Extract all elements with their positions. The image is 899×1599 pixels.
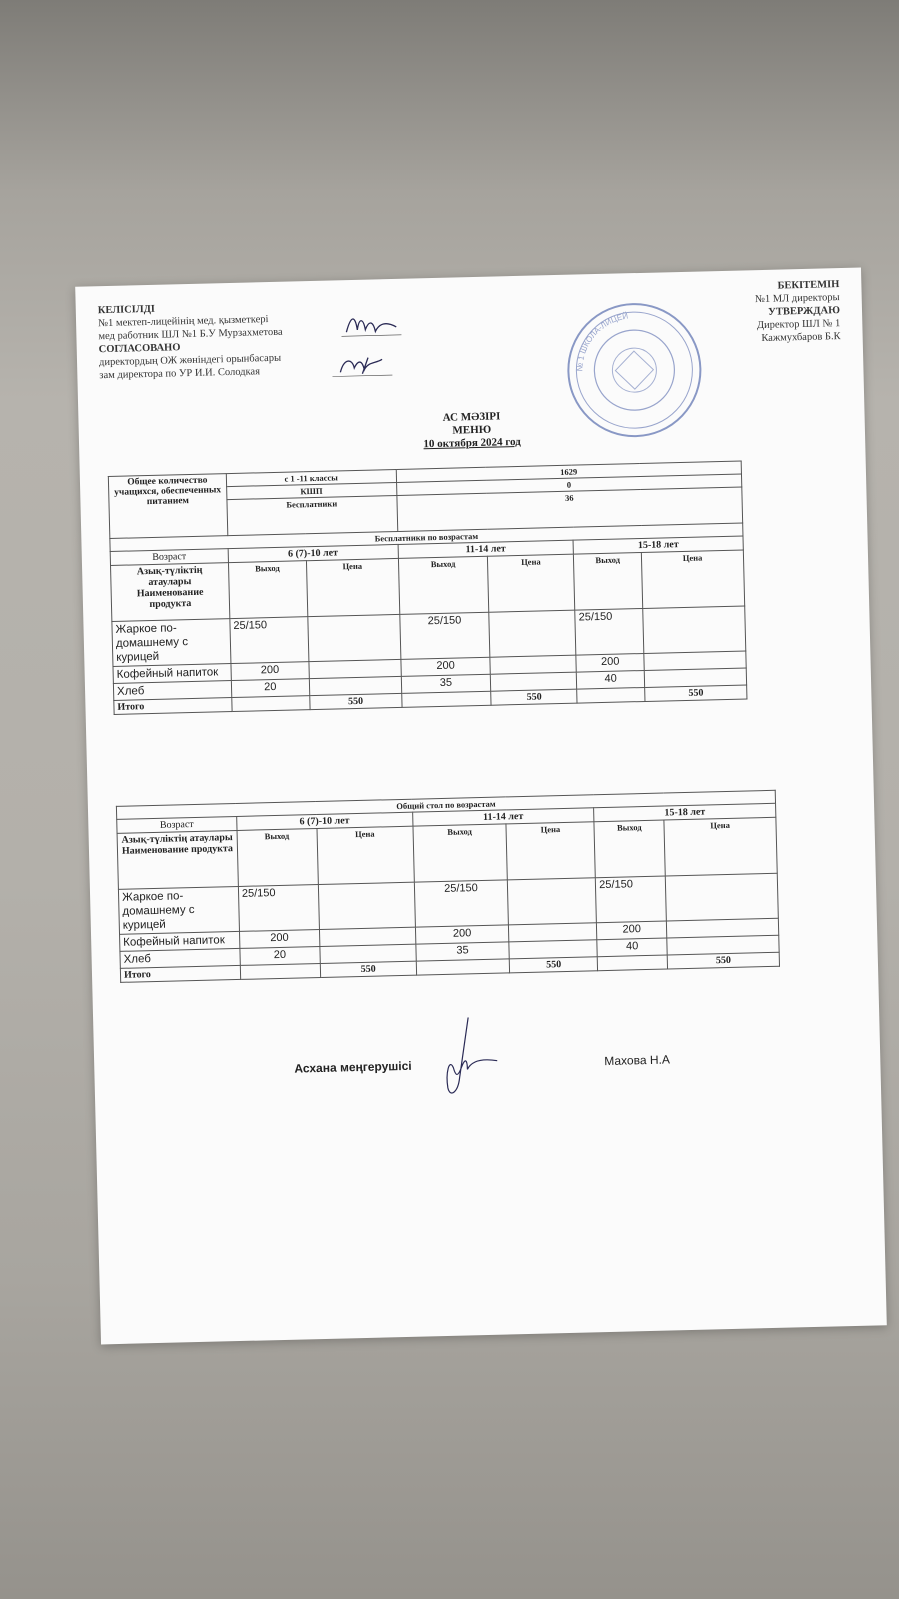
title-kz: АС МӘЗІРІ	[442, 410, 501, 424]
product-header: Азық-түліктің атаулары Наименование продукта	[111, 563, 230, 622]
out-value: 25/150	[596, 876, 667, 923]
section-title: Бесплатники по возрастам	[110, 523, 743, 551]
out-value: 35	[415, 942, 509, 961]
total-out	[240, 963, 320, 979]
price-value	[665, 873, 778, 921]
out-header: Выход	[228, 561, 307, 619]
out-value: 200	[231, 662, 309, 681]
price-header: Цена	[664, 817, 777, 876]
age-group: 6 (7)-10 лет	[228, 544, 398, 562]
age-group: 11-14 лет	[398, 540, 574, 558]
total-value: 550	[510, 957, 598, 973]
out-value: 200	[597, 921, 667, 940]
price-value	[509, 940, 597, 959]
age-group: 15-18 лет	[594, 803, 776, 821]
menu-title	[78, 402, 865, 460]
out-value: 20	[231, 679, 309, 698]
summary-value: 36	[396, 487, 742, 531]
out-value: 200	[239, 929, 319, 948]
out-header: Выход	[594, 820, 665, 878]
out-value: 25/150	[238, 885, 319, 932]
summary-label: Общее количество учащихся, обеспеченных питанием	[108, 474, 227, 539]
product-name: Хлеб	[120, 948, 240, 968]
price-value	[318, 882, 415, 929]
total-label: Итого	[114, 698, 232, 715]
out-value: 25/150	[575, 608, 644, 655]
signature-med-worker	[341, 309, 402, 340]
total-value: 550	[491, 689, 577, 705]
svg-text:№ 1 ШКОЛА-ЛИЦЕЙ	[574, 311, 630, 371]
out-value: 25/150	[414, 880, 509, 927]
age-group: 15-18 лет	[573, 536, 743, 554]
product-name: Кофейный напиток	[113, 664, 231, 684]
price-value	[509, 923, 597, 942]
canteen-manager-name: Махова Н.А	[604, 1052, 671, 1069]
general-table	[116, 790, 780, 983]
signature-canteen-manager	[428, 1017, 500, 1119]
out-value: 40	[597, 938, 667, 957]
section-title: Общий стол по возрастам	[116, 790, 775, 819]
age-label: Возраст	[117, 816, 237, 833]
out-value: 35	[401, 674, 491, 693]
total-value: 550	[320, 961, 416, 977]
price-header: Цена	[506, 822, 595, 880]
summary-value: 1629	[396, 461, 742, 482]
out-header: Выход	[237, 829, 318, 887]
approve-kz: БЕКІТЕМІН	[777, 279, 840, 292]
agreed-ru: СОГЛАСОВАНО	[98, 342, 181, 356]
price-value	[489, 610, 576, 657]
product-name: Жаркое по-домашнему с курицей	[112, 619, 231, 667]
price-value	[491, 672, 577, 691]
total-value: 550	[645, 685, 747, 701]
menu-date: 10 октября 2024 год	[423, 435, 521, 451]
summary-value: 0	[396, 474, 742, 495]
price-value	[643, 606, 746, 653]
product-name: Хлеб	[113, 681, 231, 701]
product-name: Кофейный напиток	[120, 931, 240, 951]
total-label: Итого	[120, 965, 240, 982]
total-out	[232, 696, 310, 712]
approval-block-left	[98, 300, 284, 382]
price-header: Цена	[317, 826, 414, 884]
product-header: Азық-түліктің атаулары Наименование продукта	[117, 830, 238, 889]
age-group: 11-14 лет	[412, 808, 594, 826]
director-name: Кажмухбаров Б.К	[761, 331, 841, 345]
approval-block-right	[754, 278, 840, 345]
out-value: 25/150	[230, 617, 309, 664]
out-header: Выход	[398, 556, 489, 614]
product-name: Жаркое по-домашнему с курицей	[118, 886, 239, 934]
out-value: 20	[240, 946, 320, 965]
canteen-manager-label: Асхана меңгерушісі	[294, 1058, 412, 1076]
approve-ru: УТВЕРЖДАЮ	[768, 305, 841, 318]
out-value: 200	[415, 925, 509, 944]
price-value	[508, 878, 597, 925]
summary-name: Бесплатники	[227, 495, 398, 535]
price-header: Цена	[642, 550, 745, 608]
total-value: 550	[310, 693, 402, 709]
total-out	[597, 955, 667, 971]
out-value: 25/150	[399, 612, 490, 659]
out-value: 200	[400, 657, 490, 676]
deputy-ru: зам директора по УР И.И. Солодкая	[99, 366, 261, 382]
out-value: 200	[576, 653, 644, 672]
out-value: 40	[577, 670, 645, 689]
director-kz: №1 МЛ директоры	[754, 292, 840, 306]
seal-text: № 1 ШКОЛА-ЛИЦЕЙ	[575, 311, 629, 372]
price-value	[490, 655, 576, 674]
summary-name: с 1 -11 классы	[226, 469, 396, 486]
summary-name: КШП	[226, 482, 396, 499]
total-out	[416, 959, 510, 975]
title-ru: МЕНЮ	[452, 423, 492, 437]
director-ru: Директор ШЛ № 1	[756, 318, 841, 332]
price-header: Цена	[488, 554, 575, 612]
med-worker-kz: №1 мектеп-лицейінің мед. қызметкері	[97, 314, 269, 330]
age-group: 6 (7)-10 лет	[237, 812, 413, 830]
price-header: Цена	[306, 558, 399, 616]
price-value	[308, 614, 401, 661]
age-label: Возраст	[110, 549, 228, 566]
menu-document	[75, 268, 887, 1345]
free-meals-table	[108, 461, 748, 715]
total-value: 550	[667, 952, 779, 969]
deputy-kz: директордың ОЖ жөніндегі орынбасары	[98, 352, 282, 369]
total-out	[401, 691, 491, 707]
total-out	[577, 687, 645, 703]
signature-deputy	[332, 353, 393, 380]
out-header: Выход	[574, 553, 643, 611]
out-header: Выход	[413, 824, 508, 882]
agreed-kz: КЕЛІСІЛДІ	[97, 303, 156, 317]
med-worker-ru: мед работник ШЛ №1 Б.У Мурзахметова	[98, 326, 283, 343]
